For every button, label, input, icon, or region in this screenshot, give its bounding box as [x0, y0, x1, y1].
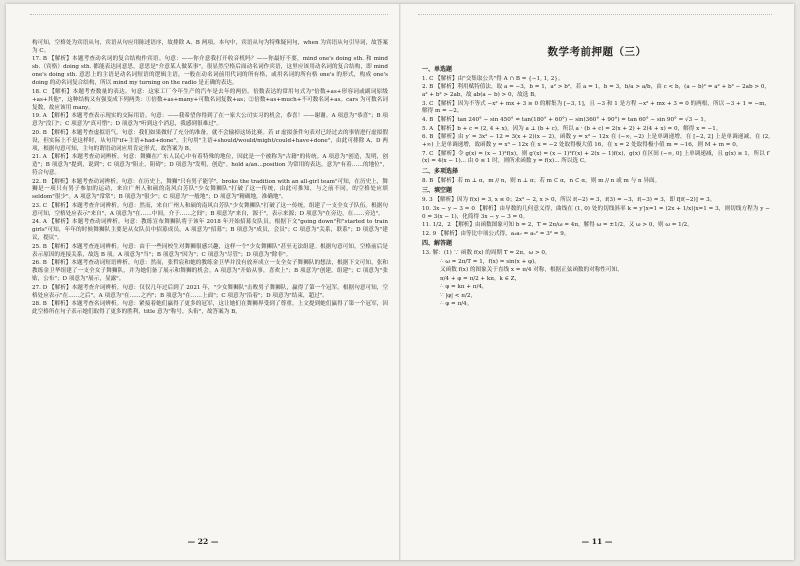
solution-line: ∴ ω = 2π/T = 1，f(x) = sin(x + φ)， — [440, 258, 540, 265]
mc-answer-4: 4. B 【解析】tan 240° − sin 450° = tan(180° + 60°) − sin(360° + 90°) = tan 60° − sin 90° = √3 − 1。 — [422, 116, 710, 123]
mc-answer-2: 2. B 【解析】利用赋特值法，取 a = −3，b = 1，a² > b²，若 a = 1，b = 3，b/a > a/b，由 c < b，(a − b)² = a² + b² − 2ab > 0，a² + b² > 2ab，故 ab(a − b) > 0，故选 B。 — [422, 84, 770, 98]
answer-20: 20. B 【解析】本题考查虚拟语气。句意：我们如果做好了充分的准备，就不会输掉这场比赛。若 if 虚拟条件句表对已经过去的事情进行虚拟假设，但实际上不是这样时，从句用"if+主语+had+done"，主句用"主语+should/would/might/could+have+done"，由此可排除 A、D 两项，根据句意可知，主句的谓语动词应用肯定形式，故答案为 B。 — [32, 129, 388, 152]
mc-answer-5: 5. A 【解析】b + c = (2, 4 + x)，因为 a ⊥ (b + c)，所以 a · (b + c) = 2(x + 2) + 2(4 + x) = 0，解得 x = −1。 — [422, 125, 722, 132]
mc-answer-6: 6. B 【解析】由 y′ = 3x² − 12 = 3(x + 2)(x − 2)，函数 y = x³ − 12x 在 (−∞, −2) 上是单调递增，在 [−2, 2] 上是单调递减，在 (2, +∞) 上是单调递增，故函数 y = x³ − 12x 在 x = −2 处取得极大值 16，在 x = 2 处取得极小值 m = −16，则 M + m = 0。 — [422, 134, 770, 148]
solution-13-header: 13. 解：(1) ∵ 函数 f(x) 的周期 T = 2π，ω > 0， — [422, 250, 551, 257]
top-divider — [418, 14, 772, 15]
math-answer-key — [422, 64, 770, 310]
section-heading: 一、单选题 — [422, 65, 453, 73]
fill-answer-9: 9. 3 【解析】因为 f(x) = 3, x ≤ 0；2x² − 2, x > 0，所以 f(−2) = 3，f(3) = −3，f(−3) = 3，即 f[f(−2)] = 3。 — [422, 197, 716, 204]
section-heading: 三、填空题 — [422, 187, 453, 195]
solution-line: π/4 + φ = π/2 + kπ，k ∈ Z， — [440, 275, 521, 282]
answer-24: 24. A 【解析】本题考查动词辨析。句意：教练宣布舞狮队将于该年 2018 年开始招募女队员。根据下文"going down"和"started to train girls"可知，年年的时候舞狮队主要是从女队员中招募成员。A 项意为"招募"；B 项意为"成员，会员"；C 项意为"关系，联系"；D 项意为"建议，提议"。 — [32, 219, 388, 242]
right-page — [400, 4, 794, 560]
answer-28: 28. B 【解析】本题考查名词辨析。句意：紧接着她们赢得了更多的冠军，这让她们在舞狮界受到了尊重。上文提到她们赢得了第一个冠军，因此空格所在句子表示她们取得了更多的胜利，title 意为"称号，头衔"，故答案为 B。 — [32, 301, 388, 316]
answer-19: 19. A 【解析】本题考查表示现实的交际用语。句意：——我希望你得到了在一家大公司实习的机会，恭喜！——谢谢。A 项意为"恭喜"；B 项意为"没门"；C 项意为"真可惜"；D 项意为"听到这个消息，我感到很难过"。 — [32, 113, 388, 128]
mc-answer-8: 8. B 【解析】若 m ⊥ α，m // n，则 n ⊥ α；若 m ⊂ α，n ⊂ α，则 m // n 或 m 与 n 异面。 — [422, 177, 661, 184]
answer-21: 21. A 【解析】本题考查动词辨析。句意：舞狮在广东人民心中有着特殊的地位，因此是一个被称为"古籍"的传统。A 项意为"创造，发明，创造"；B 项意为"提到，说到"；C 项意为"阻止，阻碍"；D 项意为"发明，创造"。hold a/an...position 为常用的表达，意为"有着……的地位"，符合句意。 — [32, 154, 388, 176]
english-answer-key — [32, 40, 388, 318]
answer-22: 22. B 【解析】本题考查动词辨析。句意：在历史上，舞狮"只有男子能学"。broke the tradition with an all-girl team"可知，在历史上，舞狮是一项只有男子参加的运动，来自广州人和硕的南风白芳队"少女舞狮队"打破了这一传统，由此可推知，与之前不同，的空格处应填 seldom"很少"。A 项意为"常常"；B 项意为"很少"；C 项意为"一般地"；D 项意为"精确地，准确地"。 — [32, 178, 388, 201]
solution-13-steps — [422, 259, 770, 309]
section-heading: 二、多项选择 — [422, 167, 459, 175]
answer-27: 27. D 【解析】本题考查介词辨析。句意：仅仅几年过后到了 2021 年，"少女舞狮队"击败男子舞狮队，赢得了第一个冠军。根据句意可知，空格处应表示"在……之后"，A 项意为"在……之内"；B 项意为"在……上面"；C 项意为"沿着"；D 项意为"结束，超过"。 — [32, 284, 388, 299]
mc-answer-7: 7. C 【解析】令 g(x) = (x − 1)²f(x)，则 g′(x) = (x − 1)²f′(x) + 2(x − 1)f(x)，g(x) 在区间 (−∞, 0] 上单调递减，且 g(x) ≥ 1，所以 f′(x) = 4(x − 1)... 由 0 ≤ 1 时，则所求函数 y = f(x)... 所以选 C。 — [422, 150, 770, 165]
answer-18: 18. C 【解析】本题考查数量的表达。句意：这家工厂今年生产的汽车是去年的两倍。倍数表达的常用句式为"倍数+as+形容词或副词原级+as+其他"，这种结构又有强变成下列两类：①倍数+as+many+可数名词复数+as；②倍数+as+much+不可数名词+as。cars 为可数名词复数，故应该用 many。 — [32, 88, 388, 111]
mc-answer-1: 1. C 【解析】由"交集取公共"得 A ∩ B = {−1, 1, 2}。 — [422, 75, 564, 82]
section-heading: 四、解答题 — [422, 240, 453, 248]
answer-17: 17. B 【解析】本题考查动名词的复合结构作宾语。句意：——你介意我打开收音机吗？——你最好不要，mind one's doing sth. 和 mind sb.（宾格）doing sth. 都能表达同意思，意思是"介意某人做某事"，很显然空格后面动名词作宾语，这里应该用动名词的复合结构，即 mind one's doing sth. 意思上的主语是动名词短语的逻辑主语，一般在动名词前用代词的所有格，或用名词的所有格 one's 的形式，构成 one's doing 的动名词复合结构，所以 mind my turning on the radio 是正确的表达。 — [32, 56, 388, 87]
answer-26: 26. B 【解析】本题考查动词短语辨析。句意：然而，张哲宸和她的教练金卫华并没有放弃成立一支全女子舞狮队的想法，根据下文可知，张和教练金卫华组建了一支全女子舞狮队，并为她们备了展示和舞狮的机会。A 项意为"开始从事，喜欢上"；B 项意为"创建，组建"；C 项意为"张贴，公布"；D 项意为"展示，显露"。 — [32, 260, 388, 283]
solution-line: ∴ φ = π/4。 — [440, 301, 473, 308]
page-title: 数学考前押题（三） — [547, 46, 647, 58]
document-spread — [6, 4, 794, 560]
page-number-left: — 22 — — [187, 537, 219, 546]
fill-answer-12: 12. 9 【解析】由等比中项公式得，a₃a₇ = a₅² = 3² = 9。 — [422, 230, 570, 237]
solution-line: 又函数 f(x) 的图象关于直线 x = π/4 对称，根据正弦函数的对称性可知， — [440, 267, 623, 274]
solution-line: ∴ φ = kπ + π/4， — [440, 284, 488, 291]
answer-25: 25. B 【解析】本题考查连词辨析。句意：由于一些同校生对舞狮很感兴趣，这样一个"少女舞狮队"甚至无法组建。根据句意可知，空格前后是表示原因的连接关系，故选 B 项。A 项意为"当"；B 项意为"因为"；C 项意为"尽管"；D 项意为"除非"。 — [32, 243, 388, 258]
mc-answer-3: 3. C 【解析】因为不等式 −x² + mx + 3 ≥ 0 的解集为 [−3, 1]，且 −3 和 1 是方程 −x² + mx + 3 = 0 的两根，所以 −3 + 1 = −m，解得 m = −2。 — [422, 100, 770, 115]
answer-23: 23. C 【解析】本题考查介词辨析。句意：然而，来自广州人和硕的南风白芳队"少女舞狮队"打破了这一传统，组建了一支全女子队伍。根据句意可知，空格处应表示"来自"，A 项意为"在……中间，介于……之间"；B 项意为"来自，源于"，表示来源；D 项意为"在旁边，在……旁边"。 — [32, 202, 388, 217]
paragraph: 构可知，空格处为宾语从句，宾语从句应用陈述语序，故排除 A、B 两项。本句中，宾语从句为特殊疑问句，when 为宾语从句引导词，故答案为 C。 — [32, 40, 388, 54]
fill-answer-11: 11. 1/2，2 【解析】由函数图象可知 b = 2，T = 2π/ω = 4π，解得 ω = ±1/2，又 ω > 0，则 ω = 1/2。 — [422, 222, 693, 229]
fill-answer-10: 10. 3x − y − 3 = 0 【解析】由导数的几何意义得，曲线在 (1, 0) 处的切线斜率 k = y′|x=1 = (2x + 1/x)|x=1 = 3，则切线方程为 y − 0 = 3(x − 1)，化简得 3x − y − 3 = 0。 — [422, 205, 770, 220]
page-number-right: — 11 — — [581, 537, 613, 546]
top-divider — [30, 14, 388, 15]
solution-line: ∵ |φ| < π/2， — [440, 292, 476, 299]
left-page — [6, 4, 400, 560]
